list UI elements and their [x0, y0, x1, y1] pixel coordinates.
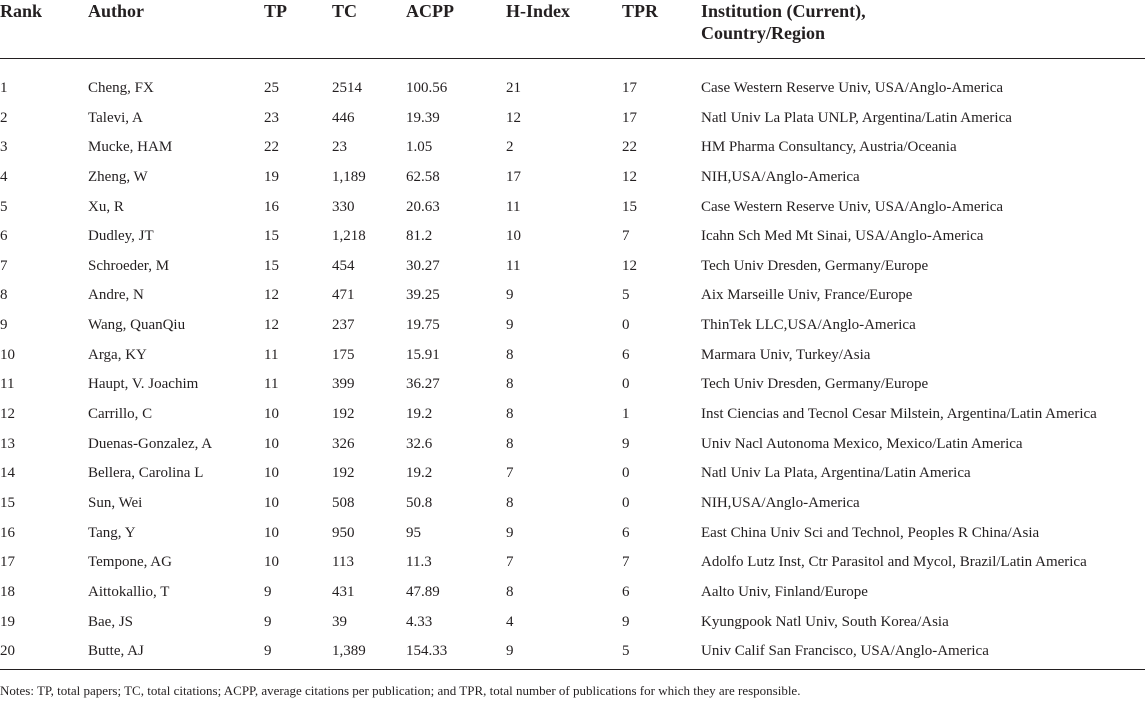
table-row — [0, 224, 1145, 254]
table-row — [0, 313, 1145, 343]
cell-tpr: 0 — [622, 465, 630, 482]
table-row — [0, 580, 1145, 610]
table-row — [0, 550, 1145, 580]
cell-hindex: 9 — [506, 639, 622, 669]
cell-institution: NIH,USA/Anglo-America — [701, 494, 860, 511]
cell-tp: 10 — [264, 494, 279, 511]
cell-acpp: 19.2 — [406, 465, 433, 482]
cell-acpp: 32.6 — [406, 435, 433, 452]
header-institution — [701, 0, 1145, 59]
cell-tc: 192 — [332, 465, 355, 482]
cell-hindex: 4 — [506, 613, 514, 630]
cell-hindex: 8 — [506, 346, 514, 363]
cell-institution: Case Western Reserve Univ, USA/Anglo-America — [701, 198, 1004, 215]
cell-tp: 10 — [264, 435, 279, 452]
cell-tpr: 1 — [622, 406, 630, 423]
cell-author: Andre, N — [88, 287, 144, 304]
cell-tc: 1,218 — [332, 228, 366, 245]
header-rank: Rank — [0, 0, 88, 59]
cell-tpr: 9 — [622, 613, 630, 630]
cell-hindex: 9 — [506, 287, 514, 304]
cell-rank: 4 — [0, 168, 8, 185]
table-row — [0, 195, 1145, 225]
header-tp: TP — [264, 0, 332, 59]
table-row — [0, 461, 1145, 491]
cell-institution: Tech Univ Dresden, Germany/Europe — [701, 376, 929, 393]
cell-author: Butte, AJ — [88, 639, 264, 669]
header-tc: TC — [332, 0, 406, 59]
table-row — [0, 135, 1145, 165]
table-row — [0, 432, 1145, 462]
cell-institution: Case Western Reserve Univ, USA/Anglo-America — [701, 80, 1004, 96]
cell-tc: 431 — [332, 583, 355, 600]
cell-tc: 330 — [332, 198, 355, 215]
table-body — [0, 59, 1145, 670]
cell-tpr: 7 — [622, 554, 630, 571]
cell-rank: 11 — [0, 376, 15, 393]
cell-author: Schroeder, M — [88, 257, 170, 274]
cell-hindex: 10 — [506, 228, 521, 245]
table-row — [0, 372, 1145, 402]
cell-tp: 10 — [264, 554, 279, 571]
cell-tp: 9 — [264, 613, 272, 630]
cell-acpp: 81.2 — [406, 228, 433, 245]
cell-tc: 113 — [332, 554, 354, 571]
table-row — [0, 76, 1145, 106]
cell-institution: Aalto Univ, Finland/Europe — [701, 583, 868, 600]
cell-tc: 446 — [332, 109, 355, 126]
cell-tpr: 0 — [622, 494, 630, 511]
cell-rank: 8 — [0, 287, 8, 304]
cell-hindex: 21 — [506, 80, 521, 96]
cell-institution: Natl Univ La Plata UNLP, Argentina/Latin America — [701, 109, 1012, 126]
cell-tpr: 15 — [622, 198, 637, 215]
cell-acpp: 20.63 — [406, 198, 440, 215]
cell-institution: Univ Calif San Francisco, USA/Anglo-America — [701, 639, 1145, 669]
cell-tp: 16 — [264, 198, 279, 215]
table-row — [0, 343, 1145, 373]
cell-tc: 23 — [332, 139, 347, 156]
header-tpr: TPR — [622, 0, 701, 59]
cell-tp: 11 — [264, 346, 279, 363]
header-acpp: ACPP — [406, 0, 506, 59]
cell-tpr: 12 — [622, 257, 637, 274]
cell-tpr: 6 — [622, 524, 630, 541]
cell-hindex: 8 — [506, 494, 514, 511]
cell-acpp: 47.89 — [406, 583, 440, 600]
header-institution-line1: Institution (Current), — [701, 1, 866, 21]
cell-author: Talevi, A — [88, 109, 143, 126]
cell-tpr: 0 — [622, 317, 630, 334]
cell-institution: East China Univ Sci and Technol, Peoples R China/Asia — [701, 524, 1040, 541]
cell-institution: Marmara Univ, Turkey/Asia — [701, 346, 871, 363]
cell-tp: 25 — [264, 80, 279, 96]
cell-acpp: 19.39 — [406, 109, 440, 126]
cell-rank: 3 — [0, 139, 8, 156]
cell-tp: 19 — [264, 168, 279, 185]
table-row — [0, 521, 1145, 551]
body-spacer — [0, 59, 1145, 77]
table-row — [0, 165, 1145, 195]
cell-rank: 20 — [0, 639, 88, 669]
table-row — [0, 491, 1145, 521]
cell-acpp: 19.75 — [406, 317, 440, 334]
cell-tc: 399 — [332, 376, 355, 393]
cell-institution: Icahn Sch Med Mt Sinai, USA/Anglo-America — [701, 228, 984, 245]
cell-rank: 17 — [0, 554, 15, 571]
cell-hindex: 12 — [506, 109, 521, 126]
cell-rank: 2 — [0, 109, 8, 126]
cell-hindex: 17 — [506, 168, 521, 185]
cell-tc: 237 — [332, 317, 355, 334]
cell-tp: 12 — [264, 317, 279, 334]
cell-author: Zheng, W — [88, 168, 148, 185]
cell-author: Tang, Y — [88, 524, 136, 541]
cell-rank: 6 — [0, 228, 8, 245]
cell-tp: 10 — [264, 524, 279, 541]
cell-tp: 15 — [264, 257, 279, 274]
cell-rank: 5 — [0, 198, 8, 215]
cell-acpp: 154.33 — [406, 639, 506, 669]
cell-author: Tempone, AG — [88, 554, 172, 571]
cell-acpp: 11.3 — [406, 554, 432, 571]
cell-hindex: 7 — [506, 554, 514, 571]
cell-hindex: 9 — [506, 317, 514, 334]
cell-rank: 19 — [0, 613, 15, 630]
cell-tpr: 9 — [622, 435, 630, 452]
cell-acpp: 4.33 — [406, 613, 433, 630]
cell-author: Duenas-Gonzalez, A — [88, 435, 213, 452]
cell-acpp: 36.27 — [406, 376, 440, 393]
cell-tc: 1,189 — [332, 168, 366, 185]
cell-tc: 175 — [332, 346, 355, 363]
cell-tc: 508 — [332, 494, 355, 511]
cell-tpr: 0 — [622, 376, 630, 393]
cell-acpp: 39.25 — [406, 287, 440, 304]
cell-institution: Adolfo Lutz Inst, Ctr Parasitol and Mycol, Brazil/Latin America — [701, 554, 1087, 571]
cell-institution: Kyungpook Natl Univ, South Korea/Asia — [701, 613, 949, 630]
cell-tc: 950 — [332, 524, 355, 541]
cell-rank: 7 — [0, 257, 8, 274]
cell-acpp: 15.91 — [406, 346, 440, 363]
header-row — [0, 0, 1145, 59]
cell-tpr: 17 — [622, 80, 637, 96]
cell-tpr: 5 — [622, 639, 701, 669]
table-row — [0, 106, 1145, 136]
cell-author: Wang, QuanQiu — [88, 317, 186, 334]
cell-rank: 10 — [0, 346, 15, 363]
cell-hindex: 8 — [506, 376, 514, 393]
cell-rank: 16 — [0, 524, 15, 541]
cell-author: Bae, JS — [88, 613, 133, 630]
cell-institution: Tech Univ Dresden, Germany/Europe — [701, 257, 929, 274]
cell-tpr: 6 — [622, 346, 630, 363]
cell-author: Haupt, V. Joachim — [88, 376, 199, 393]
cell-hindex: 11 — [506, 257, 521, 274]
cell-institution: NIH,USA/Anglo-America — [701, 168, 860, 185]
cell-institution: HM Pharma Consultancy, Austria/Oceania — [701, 139, 957, 156]
table-row — [0, 610, 1145, 640]
cell-acpp: 1.05 — [406, 139, 433, 156]
cell-author: Carrillo, C — [88, 406, 153, 423]
cell-author: Bellera, Carolina L — [88, 465, 204, 482]
cell-hindex: 8 — [506, 435, 514, 452]
cell-hindex: 9 — [506, 524, 514, 541]
header-author: Author — [88, 0, 264, 59]
cell-tp: 23 — [264, 109, 279, 126]
cell-author: Aittokallio, T — [88, 583, 170, 600]
cell-author: Cheng, FX — [88, 80, 154, 96]
cell-tc: 39 — [332, 613, 347, 630]
cell-tp: 10 — [264, 406, 279, 423]
cell-tc: 1,389 — [332, 639, 406, 669]
cell-hindex: 7 — [506, 465, 514, 482]
cell-hindex: 8 — [506, 583, 514, 600]
cell-rank: 15 — [0, 494, 15, 511]
cell-tc: 471 — [332, 287, 355, 304]
table-header — [0, 0, 1145, 59]
cell-rank: 13 — [0, 435, 15, 452]
cell-tp: 11 — [264, 376, 279, 393]
cell-tpr: 22 — [622, 139, 637, 156]
header-hindex: H-Index — [506, 0, 622, 59]
cell-acpp: 95 — [406, 524, 421, 541]
cell-tpr: 7 — [622, 228, 630, 245]
cell-institution: ThinTek LLC,USA/Anglo-America — [701, 317, 916, 334]
cell-author: Dudley, JT — [88, 228, 154, 245]
cell-acpp: 30.27 — [406, 257, 440, 274]
table-row — [0, 254, 1145, 284]
cell-institution: Inst Ciencias and Tecnol Cesar Milstein, Argentina/Latin America — [701, 406, 1097, 423]
cell-institution: Natl Univ La Plata, Argentina/Latin America — [701, 465, 971, 482]
table-row — [0, 283, 1145, 313]
cell-tp: 22 — [264, 139, 279, 156]
cell-tc: 2514 — [332, 80, 362, 96]
cell-rank: 9 — [0, 317, 8, 334]
cell-acpp: 50.8 — [406, 494, 433, 511]
cell-hindex: 2 — [506, 139, 514, 156]
cell-tpr: 6 — [622, 583, 630, 600]
cell-acpp: 19.2 — [406, 406, 433, 423]
cell-rank: 12 — [0, 406, 15, 423]
cell-tc: 326 — [332, 435, 355, 452]
cell-tpr: 5 — [622, 287, 630, 304]
cell-institution: Univ Nacl Autonoma Mexico, Mexico/Latin America — [701, 435, 1023, 452]
cell-author: Arga, KY — [88, 346, 147, 363]
cell-institution: Aix Marseille Univ, France/Europe — [701, 287, 913, 304]
cell-rank: 18 — [0, 583, 15, 600]
table-row — [0, 402, 1145, 432]
table-row — [0, 639, 1145, 669]
cell-author: Sun, Wei — [88, 494, 143, 511]
cell-tc: 192 — [332, 406, 355, 423]
cell-tc: 454 — [332, 257, 355, 274]
cell-tp: 15 — [264, 228, 279, 245]
cell-tpr: 17 — [622, 109, 637, 126]
cell-author: Mucke, HAM — [88, 139, 173, 156]
cell-hindex: 8 — [506, 406, 514, 423]
cell-tp: 10 — [264, 465, 279, 482]
cell-acpp: 62.58 — [406, 168, 440, 185]
cell-rank: 14 — [0, 465, 15, 482]
table-notes: Notes: TP, total papers; TC, total citations; ACPP, average citations per publication; and TPR, total number of publications for which they are responsible. — [0, 683, 801, 698]
cell-author: Xu, R — [88, 198, 124, 215]
cell-hindex: 11 — [506, 198, 521, 215]
header-institution-line2: Country/Region — [701, 23, 826, 43]
cell-acpp: 100.56 — [406, 80, 448, 96]
cell-tp: 9 — [264, 639, 332, 669]
cell-tp: 12 — [264, 287, 279, 304]
cell-rank: 1 — [0, 80, 8, 96]
cell-tpr: 12 — [622, 168, 637, 185]
cell-tp: 9 — [264, 583, 272, 600]
